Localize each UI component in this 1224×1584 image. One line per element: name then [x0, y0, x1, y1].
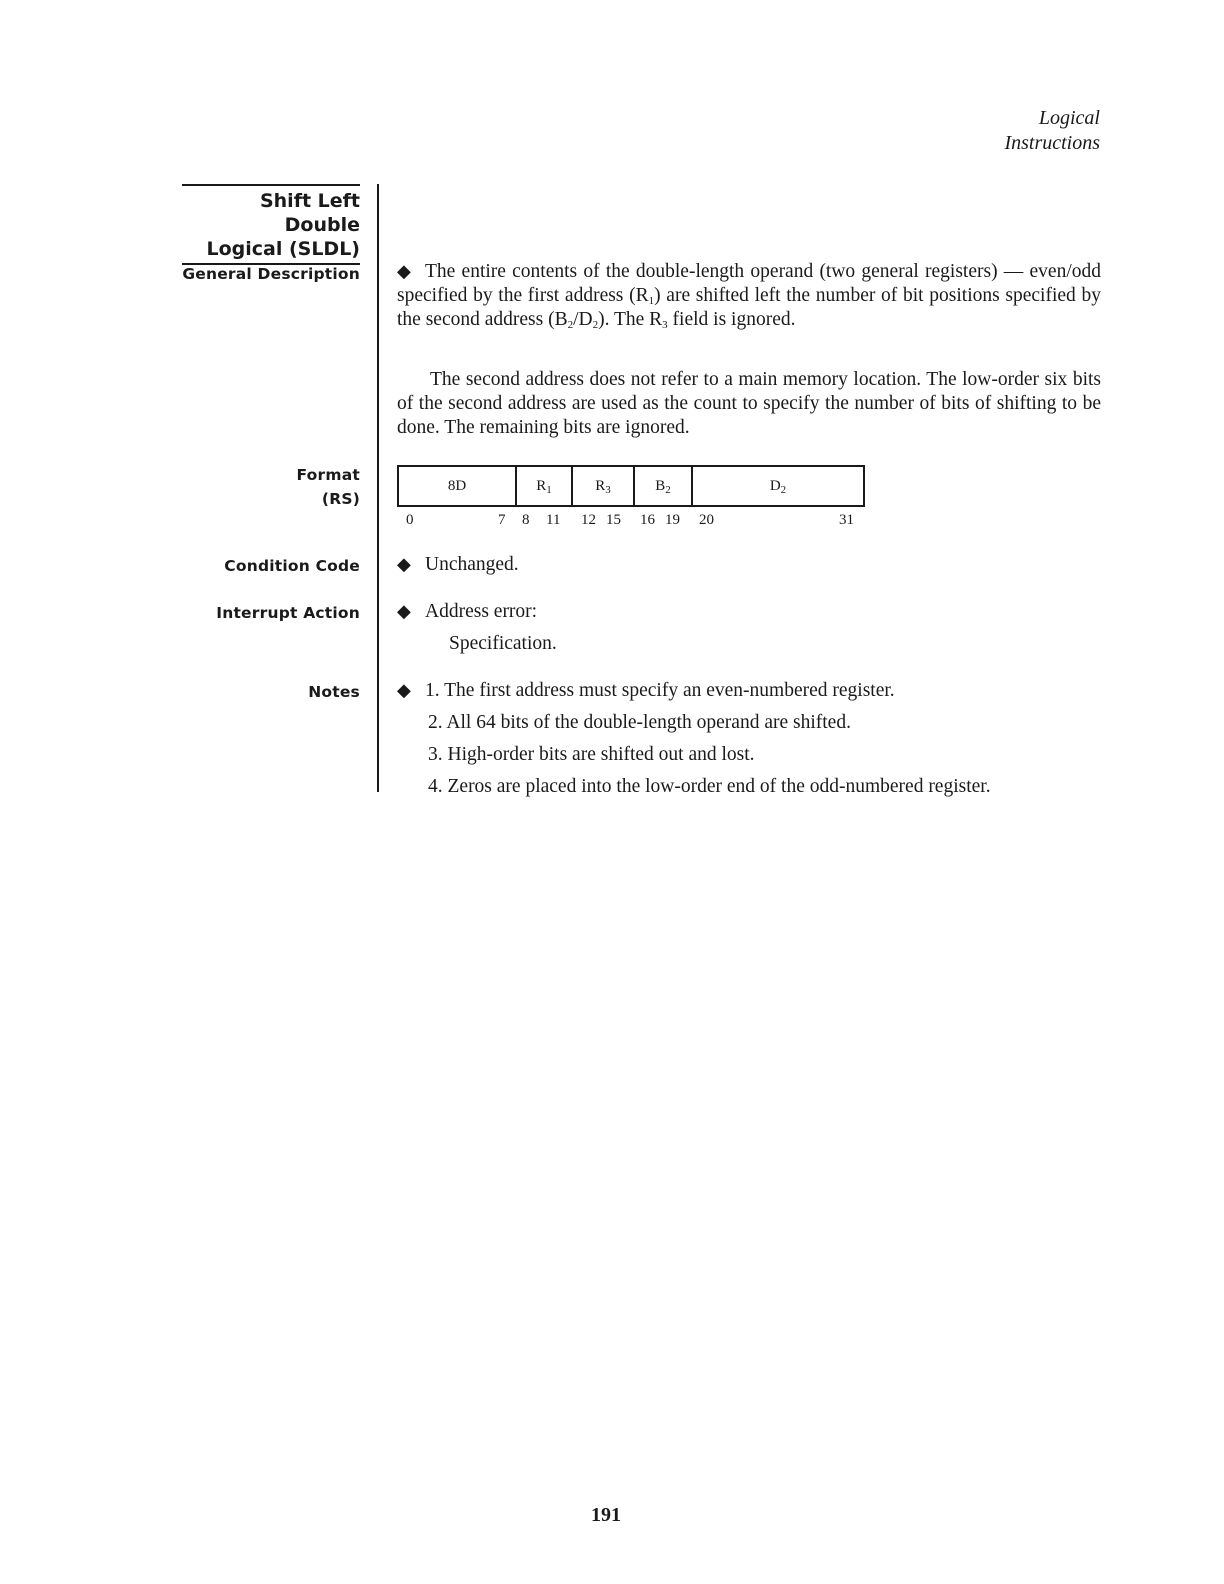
- bit-label: 12: [581, 512, 596, 528]
- format-field-r3-label: R: [595, 478, 606, 494]
- format-field-opcode: [399, 467, 517, 505]
- description-text-a: The entire contents of the double-length operand (two general registers) — even/odd specified by the first address (R: [397, 261, 1101, 306]
- format-field-r1: [517, 467, 573, 505]
- bullet-diamond-icon: ◆: [397, 680, 411, 701]
- notes-list: [397, 675, 1101, 803]
- description-text-b: ) are shifted left the number of bit positions specified by the second address (B: [397, 285, 1101, 330]
- description-paragraph-2: The second address does not refer to a main memory location. The low-order six bits of the second address are used as the count to specify the number of bits of shifting to be done. The remaining bits are ignored.: [397, 369, 1101, 438]
- bullet-diamond-icon: ◆: [397, 601, 411, 622]
- subscript-3: 2: [592, 319, 599, 331]
- note-item: 4. Zeros are placed into the low-order end of the odd-numbered register.: [428, 776, 991, 797]
- label-general-description: General Description: [182, 265, 360, 283]
- format-field-d2: [693, 467, 863, 505]
- section-title-line1: Shift Left Double: [259, 190, 360, 236]
- running-head-line2: Instructions: [1004, 132, 1100, 154]
- note-item: 2. All 64 bits of the double-length operand are shifted.: [428, 712, 851, 733]
- interrupt-action-line2: Specification.: [449, 633, 557, 654]
- instruction-format-diagram: [397, 465, 865, 507]
- description-paragraph-1: [397, 260, 1101, 332]
- format-field-b2: [635, 467, 693, 505]
- format-field-r1-sub: 1: [546, 484, 552, 496]
- label-format-type: (RS): [321, 490, 360, 508]
- column-divider: [377, 184, 379, 792]
- note-item: [397, 675, 1101, 707]
- format-field-d2-sub: 2: [780, 484, 787, 496]
- note-text: 1. The first address must specify an even-numbered register.: [425, 680, 895, 701]
- label-format: Format: [296, 466, 360, 484]
- description-text-e: field is ignored.: [667, 309, 796, 330]
- subscript-4: 3: [662, 319, 668, 331]
- format-field-r3-sub: 3: [605, 484, 611, 496]
- bullet-diamond-icon: ◆: [397, 554, 411, 575]
- bit-label: 31: [839, 512, 854, 528]
- condition-code-entry: [397, 549, 1101, 581]
- bullet-diamond-icon: ◆: [397, 261, 411, 282]
- subscript-2: 2: [567, 319, 574, 331]
- running-head: [1004, 106, 1100, 156]
- format-field-opcode-label: 8D: [447, 478, 467, 494]
- bit-label: 8: [522, 512, 530, 528]
- bit-label: 0: [406, 512, 414, 528]
- section-title-line2: Logical (SLDL): [206, 238, 360, 260]
- interrupt-action-type: Address error:: [425, 601, 538, 622]
- bit-label: 15: [606, 512, 621, 528]
- format-field-d2-label: D: [769, 478, 781, 494]
- bit-label: 11: [546, 512, 561, 528]
- bit-label: 7: [498, 512, 506, 528]
- condition-code-value: Unchanged.: [425, 554, 519, 575]
- label-condition-code: Condition Code: [224, 557, 360, 575]
- bit-label: 16: [640, 512, 655, 528]
- general-description: [397, 260, 1101, 332]
- page-number: 191: [591, 1504, 621, 1526]
- description-text-d: ). The R: [598, 309, 663, 330]
- note-item: 3. High-order bits are shifted out and lost.: [428, 744, 755, 765]
- interrupt-action-line1: [397, 596, 1101, 628]
- format-field-b2-label: B: [655, 478, 666, 494]
- interrupt-action-entry: [397, 596, 1101, 660]
- format-field-r3: [573, 467, 635, 505]
- label-interrupt-action: Interrupt Action: [216, 604, 360, 622]
- running-head-line1: Logical: [1038, 107, 1100, 129]
- subscript-1: 1: [648, 295, 655, 307]
- format-field-r1-label: R: [536, 478, 547, 494]
- section-title: [182, 184, 360, 265]
- description-text-c: /D: [573, 309, 593, 330]
- format-field-b2-sub: 2: [665, 484, 671, 496]
- bit-label: 19: [665, 512, 680, 528]
- label-notes: Notes: [308, 683, 360, 701]
- bit-label: 20: [699, 512, 714, 528]
